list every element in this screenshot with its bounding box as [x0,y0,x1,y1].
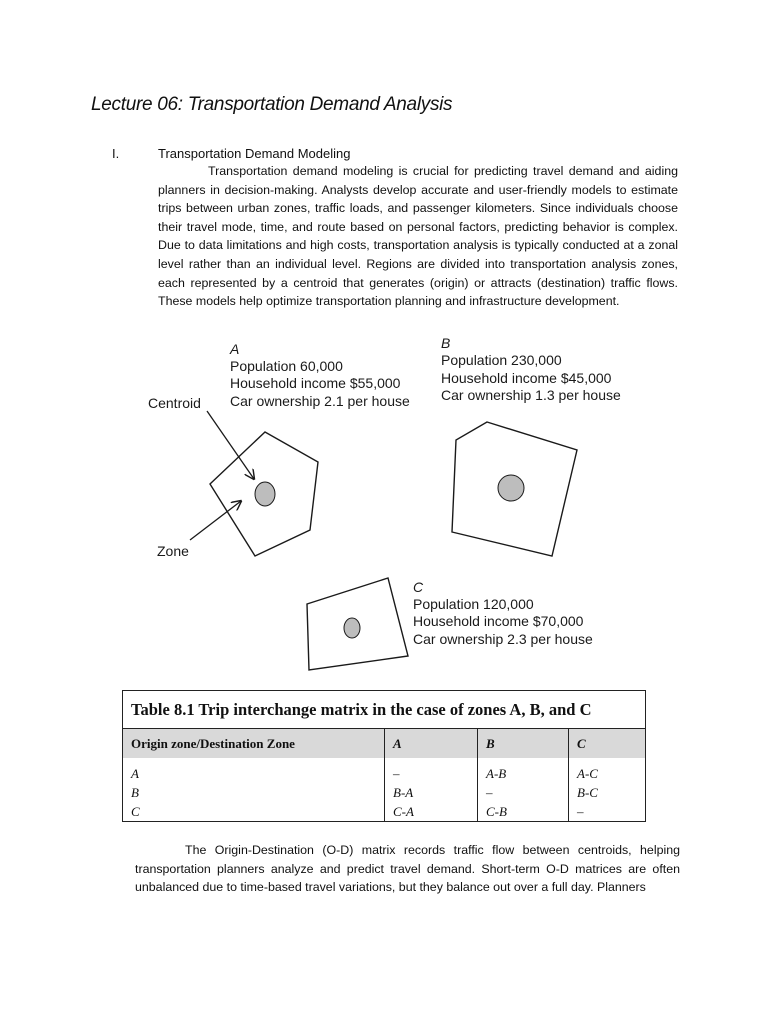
zone-a-cars: Car ownership 2.1 per house [230,393,410,409]
table-caption: Table 8.1 Trip interchange matrix in the case of zones A, B, and C [122,690,646,728]
zone-a-income: Household income $55,000 [230,375,401,391]
zone-a-centroid [255,482,275,506]
zone-a-population: Population 60,000 [230,358,343,374]
od-table [122,728,646,822]
section-number: I. [112,146,120,161]
row-a-to-c: A-C [569,758,646,783]
od-paragraph-text: The Origin-Destination (O-D) matrix records traffic flow between centroids, helping transportation planners analyze and predict travel demand. Short-term O-D matrices are often unbalanced due to time-based travel variations, but they balance out over a full day. Planners [135,843,680,895]
row-a-to-b: A-B [478,758,569,783]
zone-b-income: Household income $45,000 [441,370,612,386]
zone-c-centroid [344,618,360,638]
zone-a-name: A [230,341,240,357]
header-a: A [385,729,478,759]
row-b-to-b: – [478,783,569,802]
row-c-origin: C [131,803,140,819]
header-origin-dest: Origin zone/Destination Zone [123,729,385,759]
header-c: C [569,729,646,759]
row-a-to-a: – [385,758,478,783]
section-title: Transportation Demand Modeling [158,146,351,161]
zone-b-population: Population 230,000 [441,352,562,368]
zone-c-cars: Car ownership 2.3 per house [413,631,593,647]
page-title: Lecture 06: Transportation Demand Analysis [91,94,453,115]
row-c-to-a: C-A [385,802,478,822]
zone-c-name: C [413,579,424,595]
zone-c-income: Household income $70,000 [413,613,584,629]
table-header-row [123,729,646,759]
centroid-label: Centroid [148,395,201,411]
zone-b-centroid [498,475,524,501]
centroid-arrow [207,411,254,479]
zone-b-cars: Car ownership 1.3 per house [441,387,621,403]
row-b-origin: B [131,784,139,800]
zone-label: Zone [157,543,189,559]
table-row [123,758,646,783]
section-paragraph-text: Transportation demand modeling is crucial for predicting travel demand and aiding planners in decision-making. Analysts develop accurate and user-friendly models to estimate trips between urban zones, traffic loads, and passenger kilometers. Since individuals choose their travel mode, time, and route based on personal factors, predicting behavior is complex. Due to data limitations and high costs, transportation analysis is typically conducted at a zonal level rather than an individual level. Regions are divided into transportation analysis zones, each represented by a centroid that generates (origin) or attracts (destination) traffic flows. These models help optimize transportation planning and infrastructure development. [158,164,678,309]
row-b-to-a: B-A [385,783,478,802]
row-b-to-c: B-C [569,783,646,802]
row-a-origin: A [131,765,139,781]
zone-c-population: Population 120,000 [413,596,534,612]
table-row [123,783,646,802]
zone-b-name: B [441,335,451,351]
trip-matrix-table [122,690,646,822]
row-c-to-b: C-B [478,802,569,822]
od-paragraph [135,841,680,897]
row-c-to-c: – [569,802,646,822]
header-b: B [478,729,569,759]
table-row [123,802,646,822]
